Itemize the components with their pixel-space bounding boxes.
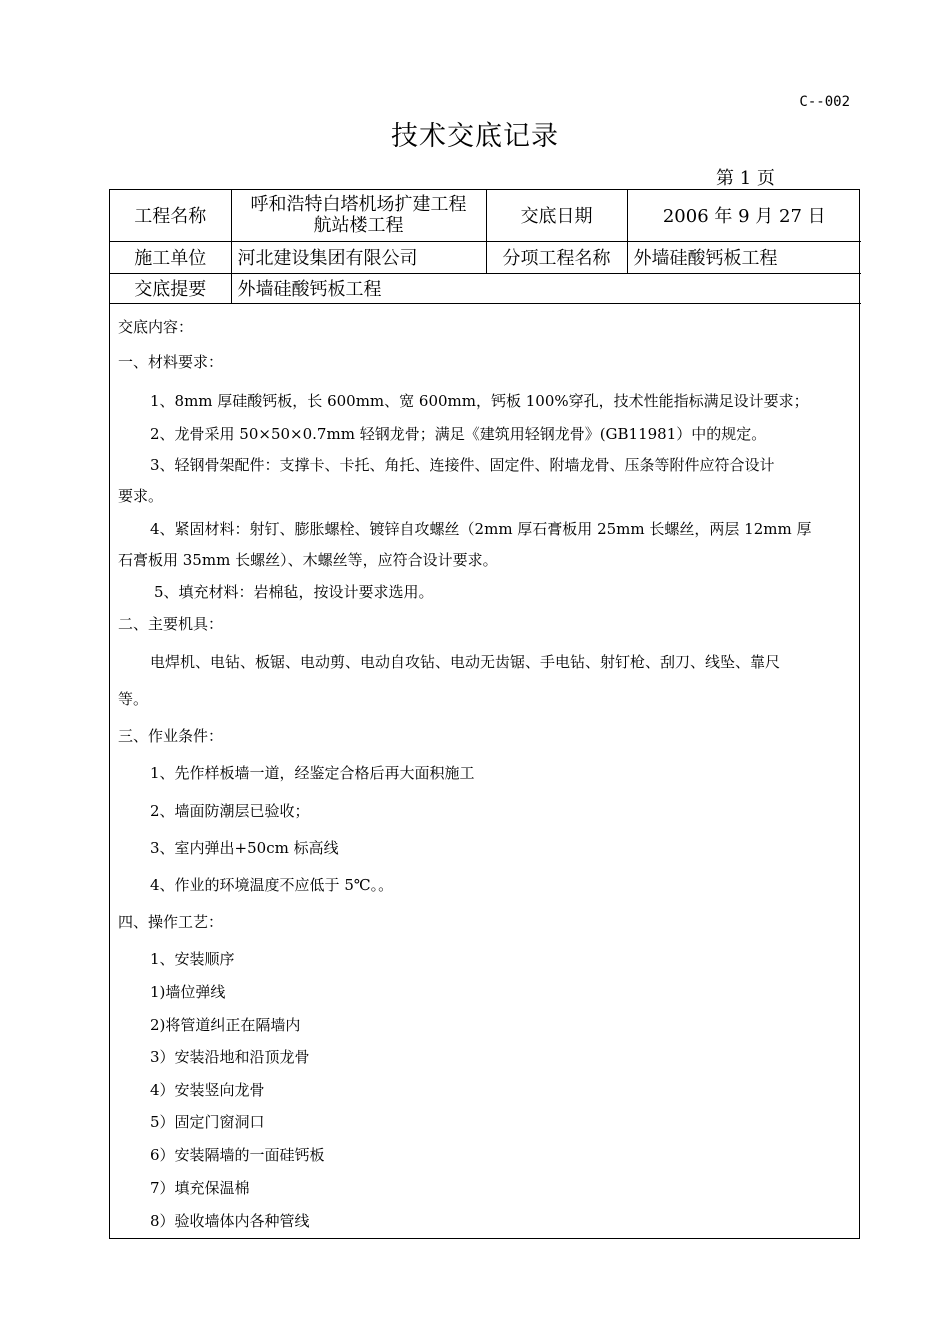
section-1-item-2: 2、龙骨采用 50×50×0.7mm 轻钢龙骨；满足《建筑用轻钢龙骨》(GB11981）中的规定。 [150,425,767,443]
contractor-label: 施工单位 [110,241,231,273]
section-2-line-a: 电焊机、电钻、板锯、电动剪、电动自攻钻、电动无齿锯、手电钻、射钉枪、刮刀、线坠、靠尺 [150,653,781,671]
project-name-line2: 航站楼工程 [313,215,404,237]
page-number: 第 1 页 [716,168,775,189]
section-3-title: 三、作业条件： [118,727,224,745]
date-value: 2006 年 9 月 27 日 [627,190,861,241]
section-4-step-1: 1)墙位弹线 [150,983,226,1001]
section-1-item-4b: 石膏板用 35mm 长螺丝）、木螺丝等，应符合设计要求。 [118,551,498,569]
section-1-item-4a: 4、紧固材料：射钉、膨胀螺栓、镀锌自攻螺丝（2mm 厚石膏板用 25mm 长螺丝，两层 12mm 厚 [150,520,812,538]
section-1-item-3b: 要求。 [118,487,164,505]
section-4-step-2: 2)将管道纠正在隔墙内 [150,1016,301,1034]
sub-project-label: 分项工程名称 [486,241,627,273]
section-1-title: 一、材料要求： [118,353,224,371]
section-4-step-5: 5）固定门窗洞口 [150,1113,265,1131]
section-2-title: 二、主要机具： [118,615,224,633]
content-heading-line: 交底内容： [118,318,194,336]
contractor-value: 河北建设集团有限公司 [231,241,486,273]
section-3-item-4: 4、作业的环境温度不应低于 5℃。。 [150,876,394,894]
section-4-step-4: 4）安装竖向龙骨 [150,1081,265,1099]
section-4-step-7: 7）填充保温棉 [150,1179,250,1197]
summary-value: 外墙硅酸钙板工程 [231,273,861,303]
section-2-line-b: 等。 [118,690,149,708]
page-title: 技术交底记录 [391,121,559,152]
section-3-item-2: 2、墙面防潮层已验收； [150,802,310,820]
section-1-item-3a: 3、轻钢骨架配件：支撑卡、卡托、角托、连接件、固定件、附墙龙骨、压条等附件应符合设计 [150,456,775,474]
section-4-title: 四、操作工艺： [118,913,224,931]
summary-label: 交底提要 [110,273,231,303]
section-3-item-1: 1、先作样板墙一道，经鉴定合格后再大面积施工 [150,764,475,782]
section-3-item-3: 3、室内弹出+50cm 标高线 [150,839,339,857]
section-1-item-1: 1、8mm 厚硅酸钙板，长 600mm、宽 600mm，钙板 100%穿孔，技术性能指标满足设计要求； [150,392,809,410]
document-code: C--002 [799,94,850,110]
date-label: 交底日期 [486,190,627,241]
section-4-step-6: 6）安装隔墙的一面硅钙板 [150,1146,325,1164]
section-4-step-8: 8）验收墙体内各种管线 [150,1212,310,1230]
sub-project-value: 外墙硅酸钙板工程 [627,241,861,273]
section-1-item-5: 5、填充材料：岩棉毡，按设计要求选用。 [154,583,434,601]
project-name-line1: 呼和浩特白塔机场扩建工程 [250,194,467,216]
section-4-subtitle: 1、安装顺序 [150,950,235,968]
project-name-label: 工程名称 [110,190,231,241]
section-4-step-3: 3）安装沿地和沿顶龙骨 [150,1048,310,1066]
